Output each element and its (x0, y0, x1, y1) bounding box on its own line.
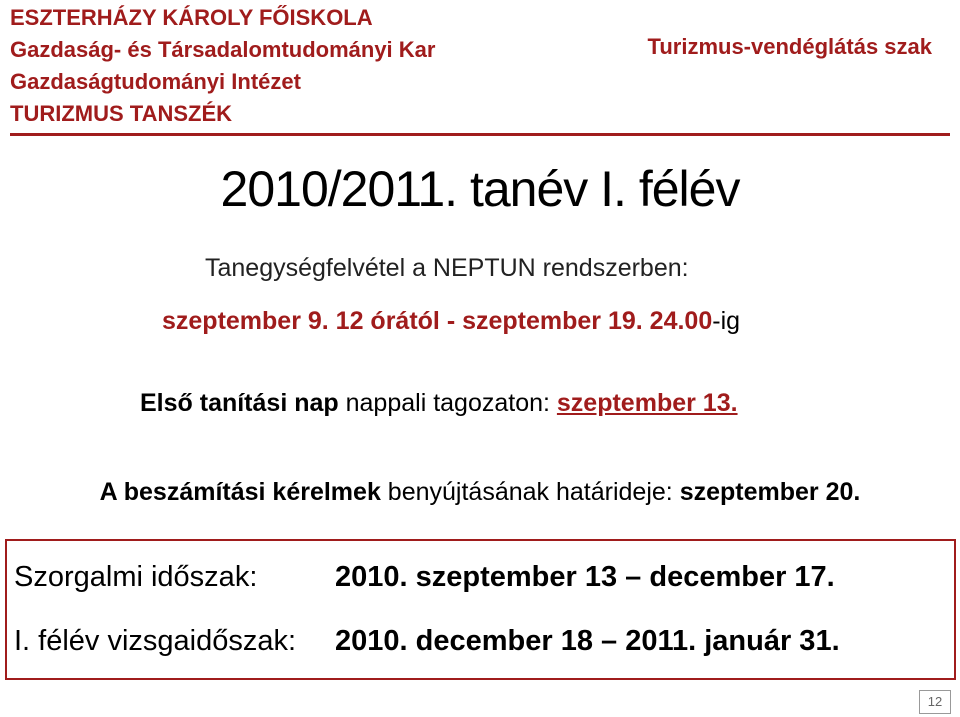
deadline-date: szeptember 20. (679, 478, 861, 506)
deadline-label: A beszámítási kérelmek (99, 478, 381, 506)
page-title: 2010/2011. tanév I. félév (220, 161, 740, 217)
enrollment-label: Tanegységfelvétel a NEPTUN rendszerben: (205, 254, 689, 282)
period-value: 2010. szeptember 13 – december 17. (335, 561, 835, 593)
period-label: I. félév vizsgaidőszak: (14, 625, 297, 657)
first-day-date: szeptember 13. (556, 389, 738, 417)
header-line-institute: Gazdaságtudományi Intézet (10, 69, 301, 94)
period-row (14, 625, 840, 658)
header-line-faculty: Gazdaság- és Társadalomtudományi Kar (10, 37, 436, 62)
header-line-college: ESZTERHÁZY KÁROLY FŐISKOLA (10, 5, 373, 30)
period-label: Szorgalmi időszak: (14, 561, 258, 593)
enrollment-period-suffix: -ig (712, 307, 741, 335)
first-teaching-day (140, 389, 738, 418)
institution-header (10, 2, 435, 130)
period-row (14, 561, 835, 594)
enrollment-period (162, 307, 740, 336)
program-name: Turizmus-vendéglátás szak (647, 34, 932, 59)
credit-transfer-deadline (0, 478, 960, 507)
enrollment-period-main: szeptember 9. 12 órától - szeptember 19. 24.00 (162, 307, 713, 335)
first-day-mid: nappali tagozaton: (338, 389, 557, 417)
header-line-department: TURIZMUS TANSZÉK (10, 101, 233, 126)
page-number: 12 (919, 690, 951, 714)
period-value: 2010. december 18 – 2011. január 31. (335, 625, 840, 657)
deadline-mid: benyújtásának határideje: (380, 478, 680, 506)
first-day-label: Első tanítási nap (140, 389, 339, 417)
header-divider (10, 133, 950, 136)
